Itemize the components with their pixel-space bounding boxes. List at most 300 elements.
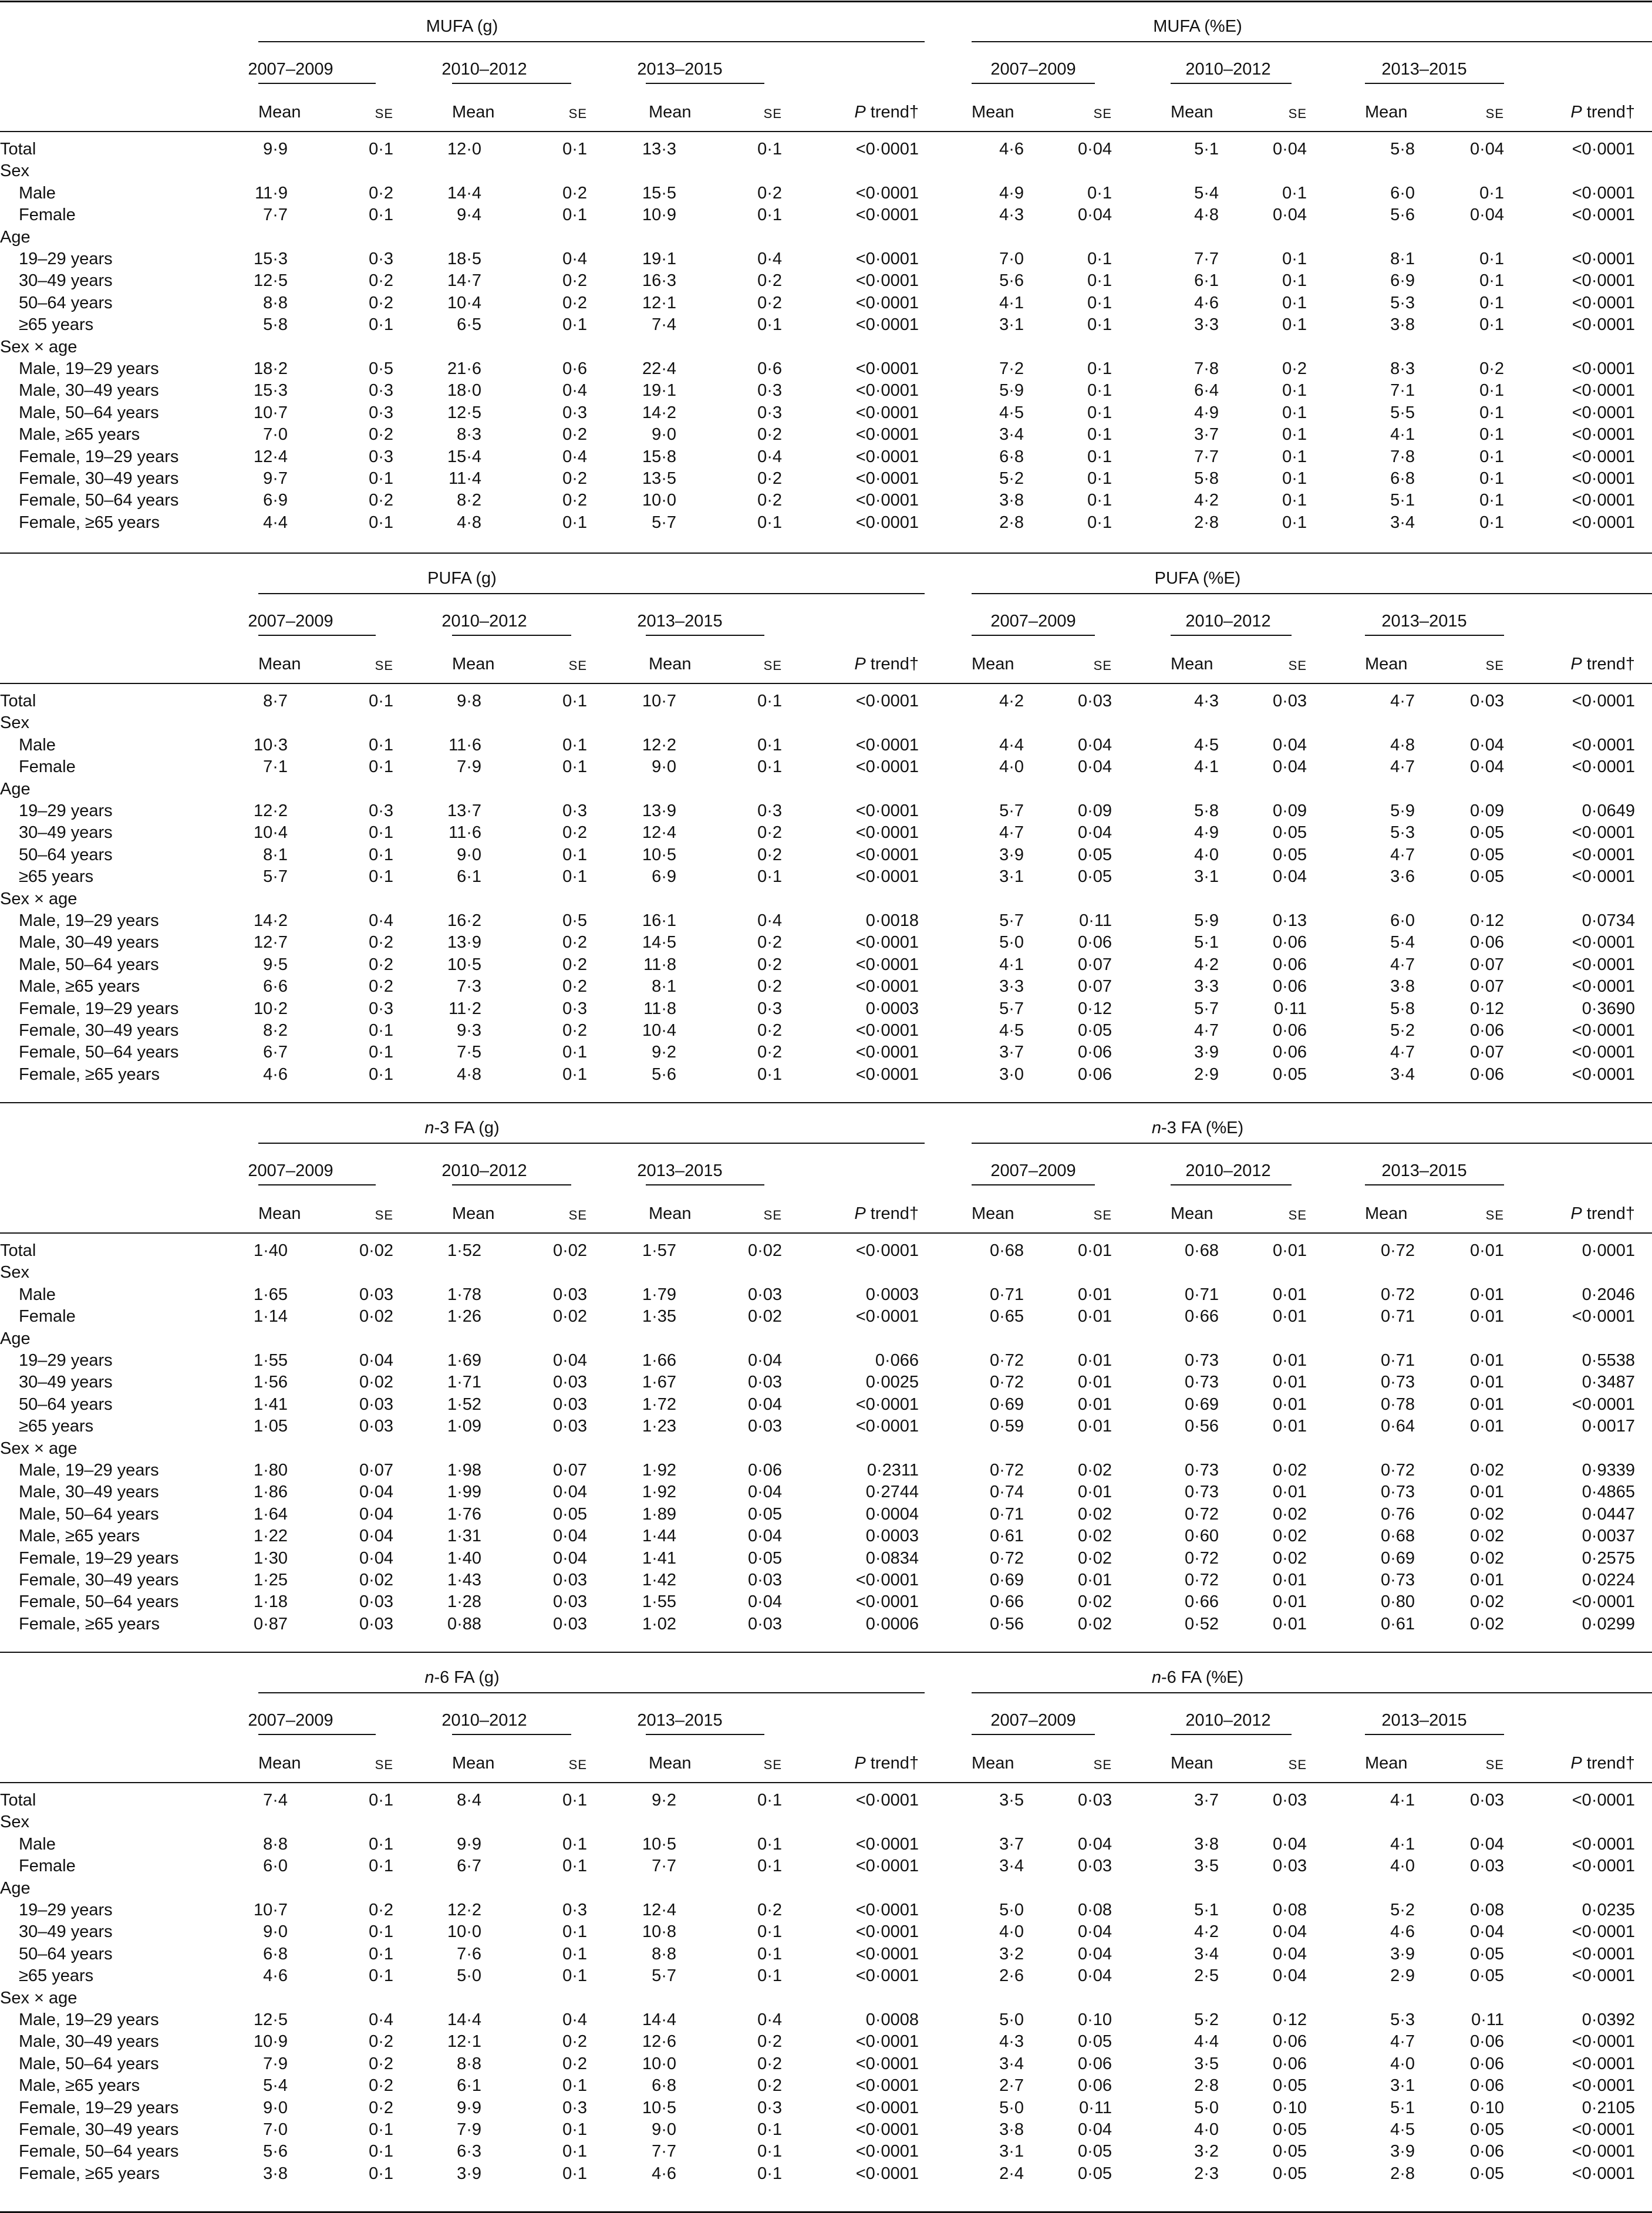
se-value: 0·3 xyxy=(369,403,393,422)
se-value: 0·02 xyxy=(1077,1461,1112,1480)
se-value: 0·12 xyxy=(1272,2010,1307,2029)
se-value: 0·04 xyxy=(1469,735,1504,754)
period-rule xyxy=(1365,1734,1504,1735)
se-value: 0·2 xyxy=(369,2098,393,2117)
title-italic-prefix: n xyxy=(1151,1119,1161,1137)
se-value: 0·02 xyxy=(359,1571,393,1589)
mean-value: 1·09 xyxy=(447,1417,481,1436)
mean-value: 8·2 xyxy=(457,491,481,510)
se-value: 0·2 xyxy=(369,293,393,312)
p-trend-value: <0·0001 xyxy=(1572,2032,1635,2052)
se-value: 0·05 xyxy=(1077,2142,1112,2161)
p-trend-rest: trend† xyxy=(1582,655,1635,673)
p-trend-value: <0·0001 xyxy=(855,2076,919,2096)
se-value: 0·01 xyxy=(1077,1285,1112,1304)
mean-value: 10·0 xyxy=(642,2054,676,2073)
se-value: 0·3 xyxy=(369,999,393,1018)
mean-value: 2·8 xyxy=(1390,2164,1415,2183)
row-label: Male xyxy=(19,183,56,203)
se-value: 0·08 xyxy=(1077,1901,1112,1919)
se-header: SE xyxy=(763,106,782,121)
mean-value: 14·4 xyxy=(447,2010,481,2029)
se-value: 0·03 xyxy=(552,1373,587,1392)
se-value: 0·1 xyxy=(757,513,782,532)
se-header: SE xyxy=(1485,106,1504,121)
se-value: 0·1 xyxy=(1087,491,1112,510)
se-value: 0·2 xyxy=(562,823,587,843)
se-value: 0·1 xyxy=(1479,513,1504,532)
p-trend-rest: trend† xyxy=(865,655,919,673)
se-value: 0·01 xyxy=(1272,1395,1307,1414)
p-trend-value: 0·0299 xyxy=(1582,1614,1635,1633)
period-header: 2013–2015 xyxy=(637,1711,723,1730)
period-header: 2010–2012 xyxy=(441,1161,527,1180)
mean-value: 18·0 xyxy=(447,381,481,400)
mean-value: 4·3 xyxy=(1194,692,1219,710)
se-value: 0·04 xyxy=(747,1395,782,1414)
se-value: 0·01 xyxy=(1272,1571,1307,1589)
p-trend-value: 0·0018 xyxy=(865,911,919,930)
right-title-rule xyxy=(972,593,1652,594)
mean-header: Mean xyxy=(649,1204,692,1223)
mean-value: 16·2 xyxy=(447,911,481,930)
se-header: SE xyxy=(375,1208,393,1222)
mean-value: 5·6 xyxy=(652,1065,676,1084)
p-trend-value: 0·0235 xyxy=(1582,1901,1635,1919)
period-header: 2010–2012 xyxy=(441,1711,527,1730)
se-value: 0·2 xyxy=(757,2032,782,2052)
p-trend-value: <0·0001 xyxy=(1572,447,1635,466)
mean-value: 7·0 xyxy=(999,250,1024,268)
block-top-rule xyxy=(0,1652,1652,1653)
p-trend-value: 0·0734 xyxy=(1582,911,1635,930)
se-value: 0·04 xyxy=(1272,757,1307,777)
period-header: 2013–2015 xyxy=(1381,60,1467,79)
mean-value: 4·2 xyxy=(1194,955,1219,974)
group-heading: Sex × age xyxy=(0,1439,77,1458)
p-trend-value: <0·0001 xyxy=(855,801,919,820)
se-value: 0·6 xyxy=(757,359,782,378)
se-value: 0·05 xyxy=(1272,2076,1307,2096)
mean-value: 10·5 xyxy=(447,955,481,974)
mean-value: 6·8 xyxy=(263,1944,288,1963)
p-trend-value: 0·5538 xyxy=(1582,1351,1635,1370)
se-value: 0·03 xyxy=(1469,1791,1504,1810)
se-value: 0·02 xyxy=(1272,1504,1307,1524)
period-header: 2007–2009 xyxy=(990,60,1076,79)
p-trend-value: <0·0001 xyxy=(855,315,919,335)
se-value: 0·2 xyxy=(562,977,587,996)
se-value: 0·1 xyxy=(1087,403,1112,422)
mean-value: 3·4 xyxy=(999,2054,1024,2073)
row-label: Female xyxy=(19,757,76,777)
p-italic: P xyxy=(854,1204,866,1223)
mean-value: 5·4 xyxy=(263,2076,288,2096)
se-value: 0·1 xyxy=(1282,447,1307,466)
mean-value: 3·8 xyxy=(1390,315,1415,335)
se-header: SE xyxy=(1093,1208,1112,1222)
se-value: 0·06 xyxy=(1077,2054,1112,2073)
row-label: 50–64 years xyxy=(19,845,113,864)
se-value: 0·1 xyxy=(369,1065,393,1084)
p-trend-value: 0·0025 xyxy=(865,1373,919,1392)
se-value: 0·03 xyxy=(359,1395,393,1414)
mean-value: 1·31 xyxy=(447,1527,481,1546)
se-value: 0·04 xyxy=(1469,206,1504,225)
mean-value: 9·4 xyxy=(457,206,481,225)
p-trend-value: <0·0001 xyxy=(855,1571,919,1589)
p-trend-value: <0·0001 xyxy=(855,2120,919,2139)
se-value: 0·06 xyxy=(1077,1043,1112,1062)
mean-value: 4·6 xyxy=(1194,293,1219,312)
se-value: 0·01 xyxy=(1469,1285,1504,1304)
mean-value: 4·9 xyxy=(1194,823,1219,843)
mean-value: 8·4 xyxy=(457,1791,481,1810)
se-value: 0·1 xyxy=(757,315,782,335)
row-label: Total xyxy=(0,1791,36,1810)
se-value: 0·1 xyxy=(1479,469,1504,488)
se-value: 0·1 xyxy=(1479,315,1504,335)
mean-value: 1·89 xyxy=(642,1504,676,1524)
mean-value: 12·5 xyxy=(447,403,481,422)
mean-value: 1·92 xyxy=(642,1461,676,1480)
se-value: 0·09 xyxy=(1469,801,1504,820)
mean-value: 12·6 xyxy=(642,2032,676,2052)
p-trend-value: <0·0001 xyxy=(855,1834,919,1854)
mean-value: 3·7 xyxy=(999,1043,1024,1062)
p-trend-header xyxy=(1570,1754,1635,1772)
mean-value: 1·02 xyxy=(642,1614,676,1633)
se-value: 0·4 xyxy=(562,250,587,268)
se-value: 0·5 xyxy=(369,359,393,378)
se-value: 0·05 xyxy=(1077,2164,1112,2183)
se-value: 0·1 xyxy=(562,1065,587,1084)
se-value: 0·01 xyxy=(1272,1417,1307,1436)
p-italic: P xyxy=(854,103,866,122)
period-header: 2007–2009 xyxy=(248,1711,333,1730)
mean-value: 5·4 xyxy=(1194,183,1219,203)
left-panel-title xyxy=(424,1669,499,1686)
se-value: 0·1 xyxy=(369,1966,393,1986)
mean-value: 10·3 xyxy=(253,735,288,754)
mean-value: 4·7 xyxy=(1390,757,1415,777)
mean-value: 4·6 xyxy=(999,140,1024,159)
se-value: 0·09 xyxy=(1272,801,1307,820)
period-header: 2007–2009 xyxy=(248,60,333,79)
se-value: 0·1 xyxy=(757,1065,782,1084)
mean-value: 12·2 xyxy=(642,735,676,754)
p-trend-header xyxy=(854,1205,919,1222)
mean-header: Mean xyxy=(1365,655,1408,673)
mean-value: 4·1 xyxy=(1390,1834,1415,1854)
mean-value: 4·5 xyxy=(1390,2120,1415,2139)
row-label: ≥65 years xyxy=(19,867,94,887)
mean-value: 0·73 xyxy=(1380,1571,1415,1589)
mean-value: 5·9 xyxy=(1194,911,1219,930)
mean-value: 0·59 xyxy=(989,1417,1024,1436)
p-trend-value: <0·0001 xyxy=(1572,469,1635,488)
mean-value: 1·80 xyxy=(253,1461,288,1480)
mean-value: 7·1 xyxy=(263,757,288,777)
mean-value: 3·3 xyxy=(1194,977,1219,996)
se-value: 0·1 xyxy=(369,1944,393,1963)
mean-value: 6·1 xyxy=(457,2076,481,2096)
p-trend-value: 0·0447 xyxy=(1582,1504,1635,1524)
se-value: 0·2 xyxy=(757,1021,782,1040)
mean-value: 3·1 xyxy=(1194,867,1219,887)
mean-value: 8·3 xyxy=(457,425,481,444)
row-label: Female, ≥65 years xyxy=(19,1614,160,1633)
mean-value: 8·8 xyxy=(263,293,288,312)
se-value: 0·02 xyxy=(747,1241,782,1260)
mean-header: Mean xyxy=(1365,103,1408,122)
row-label: Male, ≥65 years xyxy=(19,977,140,996)
right-panel-title xyxy=(1152,1119,1243,1137)
se-value: 0·04 xyxy=(1272,735,1307,754)
se-value: 0·2 xyxy=(369,933,393,952)
se-value: 0·1 xyxy=(562,1966,587,1986)
se-value: 0·3 xyxy=(757,801,782,820)
p-trend-value: <0·0001 xyxy=(1572,1791,1635,1810)
se-value: 0·1 xyxy=(1479,425,1504,444)
mean-value: 4·7 xyxy=(1390,845,1415,864)
se-value: 0·1 xyxy=(1087,183,1112,203)
se-value: 0·1 xyxy=(562,757,587,777)
mean-value: 4·5 xyxy=(999,403,1024,422)
se-value: 0·2 xyxy=(369,491,393,510)
mean-value: 3·9 xyxy=(1194,1043,1219,1062)
mean-value: 0·80 xyxy=(1380,1592,1415,1612)
p-trend-value: <0·0001 xyxy=(855,1417,919,1436)
mean-value: 3·4 xyxy=(1194,1944,1219,1963)
mean-value: 9·3 xyxy=(457,1021,481,1040)
period-header: 2010–2012 xyxy=(1185,1161,1271,1180)
mean-value: 1·44 xyxy=(642,1527,676,1546)
p-trend-header xyxy=(854,103,919,121)
p-trend-value: 0·0834 xyxy=(865,1548,919,1568)
mean-value: 1·18 xyxy=(253,1592,288,1612)
se-value: 0·1 xyxy=(757,735,782,754)
p-trend-value: <0·0001 xyxy=(855,1307,919,1326)
mean-value: 3·5 xyxy=(999,1791,1024,1810)
mean-value: 10·7 xyxy=(253,403,288,422)
se-value: 0·01 xyxy=(1077,1351,1112,1370)
se-value: 0·07 xyxy=(1469,977,1504,996)
period-header: 2010–2012 xyxy=(441,60,527,79)
mean-value: 10·5 xyxy=(642,845,676,864)
mean-value: 3·7 xyxy=(1194,425,1219,444)
mean-value: 0·73 xyxy=(1184,1373,1219,1392)
mean-value: 10·5 xyxy=(642,1834,676,1854)
row-label: Male, ≥65 years xyxy=(19,2076,140,2096)
se-value: 0·1 xyxy=(1479,183,1504,203)
row-label: Female, 19–29 years xyxy=(19,447,179,466)
se-value: 0·1 xyxy=(1282,250,1307,268)
period-rule xyxy=(1171,1184,1292,1185)
mean-value: 12·4 xyxy=(253,447,288,466)
se-value: 0·4 xyxy=(757,2010,782,2029)
period-rule xyxy=(258,1184,376,1185)
mean-value: 0·72 xyxy=(1380,1241,1415,1260)
se-value: 0·1 xyxy=(757,1922,782,1942)
mean-value: 7·4 xyxy=(263,1791,288,1810)
p-trend-rest: trend† xyxy=(865,103,919,122)
se-header: SE xyxy=(375,1757,393,1772)
mean-value: 4·2 xyxy=(1194,491,1219,510)
row-label: Male, 50–64 years xyxy=(19,955,159,974)
mean-value: 5·3 xyxy=(1390,293,1415,312)
p-trend-value: <0·0001 xyxy=(1572,1043,1635,1062)
mean-header: Mean xyxy=(1171,1754,1213,1773)
se-value: 0·04 xyxy=(1469,757,1504,777)
se-value: 0·04 xyxy=(1272,206,1307,225)
mean-value: 1·14 xyxy=(253,1307,288,1326)
se-value: 0·01 xyxy=(1077,1241,1112,1260)
row-label: Total xyxy=(0,140,36,159)
se-value: 0·1 xyxy=(1087,513,1112,532)
se-value: 0·06 xyxy=(1077,933,1112,952)
se-value: 0·2 xyxy=(757,845,782,864)
period-rule xyxy=(1365,83,1504,84)
mean-value: 18·5 xyxy=(447,250,481,268)
se-value: 0·3 xyxy=(757,999,782,1018)
row-label: 50–64 years xyxy=(19,1395,113,1414)
mean-value: 1·64 xyxy=(253,1504,288,1524)
title-italic-prefix: n xyxy=(1151,1668,1161,1687)
row-label: Total xyxy=(0,692,36,710)
se-header: SE xyxy=(1288,658,1307,673)
period-header: 2007–2009 xyxy=(248,612,333,631)
se-value: 0·06 xyxy=(1469,2142,1504,2161)
mean-value: 4·1 xyxy=(999,293,1024,312)
mean-value: 4·0 xyxy=(1194,2120,1219,2139)
mean-header: Mean xyxy=(452,655,495,673)
se-value: 0·02 xyxy=(1469,1527,1504,1546)
mean-value: 3·3 xyxy=(1194,315,1219,335)
se-value: 0·05 xyxy=(1272,1065,1307,1084)
se-value: 0·03 xyxy=(552,1571,587,1589)
se-value: 0·1 xyxy=(369,2142,393,2161)
mean-value: 13·7 xyxy=(447,801,481,820)
mean-value: 2·8 xyxy=(1194,513,1219,532)
row-label: Male, 30–49 years xyxy=(19,2032,159,2052)
mean-value: 7·7 xyxy=(263,206,288,225)
mean-value: 0·61 xyxy=(989,1527,1024,1546)
mean-value: 6·0 xyxy=(1390,911,1415,930)
group-heading: Sex xyxy=(0,161,29,181)
mean-value: 4·1 xyxy=(999,955,1024,974)
mean-value: 5·9 xyxy=(999,381,1024,400)
p-trend-value: <0·0001 xyxy=(855,1021,919,1040)
mean-value: 9·2 xyxy=(652,1043,676,1062)
se-value: 0·01 xyxy=(1469,1373,1504,1392)
se-value: 0·01 xyxy=(1272,1592,1307,1612)
se-value: 0·04 xyxy=(1272,1966,1307,1986)
p-trend-value: <0·0001 xyxy=(1572,206,1635,225)
se-value: 0·03 xyxy=(747,1285,782,1304)
se-value: 0·04 xyxy=(552,1483,587,1502)
p-trend-value: <0·0001 xyxy=(855,823,919,843)
se-value: 0·01 xyxy=(1077,1307,1112,1326)
se-value: 0·2 xyxy=(757,2054,782,2073)
group-heading: Sex × age xyxy=(0,337,77,356)
mean-value: 3·8 xyxy=(999,491,1024,510)
se-value: 0·4 xyxy=(757,447,782,466)
mean-value: 6·9 xyxy=(652,867,676,887)
mean-value: 0·66 xyxy=(1184,1307,1219,1326)
mean-value: 6·7 xyxy=(457,1857,481,1876)
se-value: 0·04 xyxy=(1077,757,1112,777)
se-value: 0·02 xyxy=(1077,1614,1112,1633)
se-value: 0·1 xyxy=(1282,381,1307,400)
se-value: 0·13 xyxy=(1272,911,1307,930)
mean-value: 1·57 xyxy=(642,1241,676,1260)
se-value: 0·02 xyxy=(1077,1504,1112,1524)
mean-value: 1·78 xyxy=(447,1285,481,1304)
se-value: 0·1 xyxy=(1087,469,1112,488)
period-rule xyxy=(972,635,1095,636)
mean-value: 2·5 xyxy=(1194,1966,1219,1986)
mean-value: 16·1 xyxy=(642,911,676,930)
se-value: 0·1 xyxy=(757,1857,782,1876)
mean-value: 0·72 xyxy=(1184,1548,1219,1568)
mean-value: 12·5 xyxy=(253,271,288,291)
row-label: Male, 30–49 years xyxy=(19,381,159,400)
period-header: 2013–2015 xyxy=(1381,1711,1467,1730)
se-value: 0·1 xyxy=(1479,250,1504,268)
se-value: 0·6 xyxy=(562,359,587,378)
p-trend-value: 0·2575 xyxy=(1582,1548,1635,1568)
row-label: ≥65 years xyxy=(19,1966,94,1986)
mean-header: Mean xyxy=(972,655,1014,673)
mean-value: 9·7 xyxy=(263,469,288,488)
period-header: 2013–2015 xyxy=(637,612,723,631)
mean-value: 5·7 xyxy=(999,911,1024,930)
mean-value: 1·69 xyxy=(447,1351,481,1370)
row-label: Male xyxy=(19,735,56,754)
se-value: 0·11 xyxy=(1079,2098,1112,2117)
se-value: 0·2 xyxy=(757,271,782,291)
se-value: 0·07 xyxy=(1469,1043,1504,1062)
se-value: 0·2 xyxy=(757,933,782,952)
se-value: 0·04 xyxy=(747,1351,782,1370)
mean-value: 0·69 xyxy=(1184,1395,1219,1414)
row-label: Female, 50–64 years xyxy=(19,1592,179,1612)
mean-value: 7·3 xyxy=(457,977,481,996)
mean-value: 21·6 xyxy=(447,359,481,378)
se-value: 0·01 xyxy=(1077,1373,1112,1392)
mean-value: 6·8 xyxy=(999,447,1024,466)
se-value: 0·1 xyxy=(1282,183,1307,203)
se-value: 0·04 xyxy=(1469,1922,1504,1942)
mean-value: 9·0 xyxy=(457,845,481,864)
row-label: Female, 30–49 years xyxy=(19,1571,179,1589)
mean-value: 4·2 xyxy=(1194,1922,1219,1942)
p-trend-value: <0·0001 xyxy=(855,425,919,444)
se-value: 0·02 xyxy=(359,1307,393,1326)
se-value: 0·3 xyxy=(562,999,587,1018)
p-trend-value: 0·0017 xyxy=(1582,1417,1635,1436)
se-value: 0·05 xyxy=(1469,1944,1504,1963)
mean-value: 3·4 xyxy=(999,425,1024,444)
se-header: SE xyxy=(1485,1757,1504,1772)
mean-value: 3·4 xyxy=(1390,513,1415,532)
se-value: 0·03 xyxy=(359,1417,393,1436)
mean-value: 0·56 xyxy=(1184,1417,1219,1436)
title-text: -6 FA (g) xyxy=(434,1668,500,1687)
header-bottom-rule xyxy=(0,1782,1652,1783)
se-value: 0·2 xyxy=(369,977,393,996)
